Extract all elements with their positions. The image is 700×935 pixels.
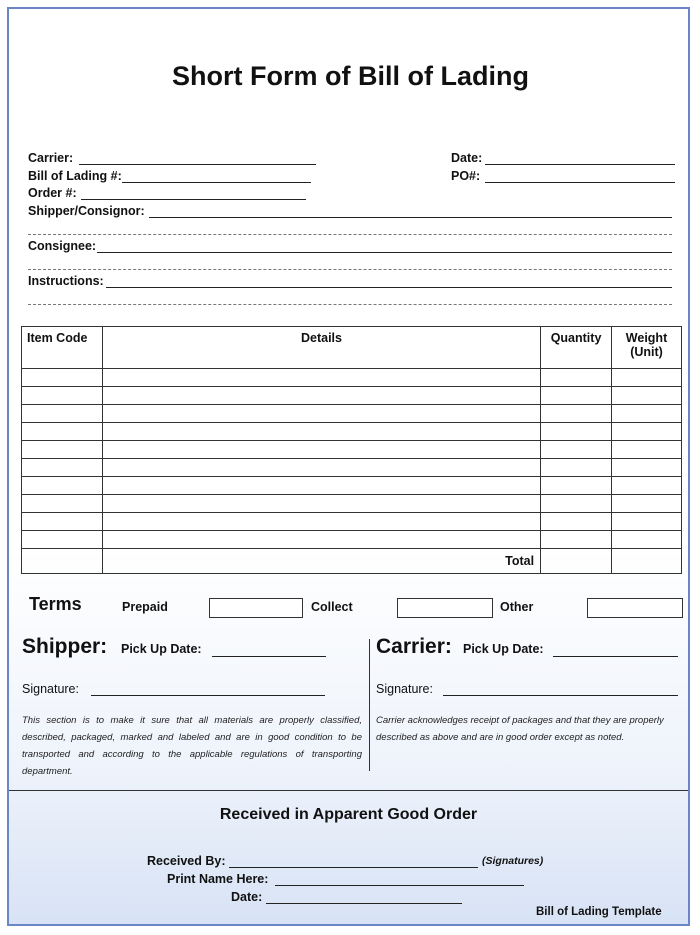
- carrier-signature-field[interactable]: [443, 695, 678, 696]
- shipper-note: This section is to make it sure that all materials are properly classified, described, packaged, marked and labeled and are in good condition to be transported and according to the applicable regulations of transporting department.: [22, 715, 362, 777]
- prepaid-label: Prepaid: [122, 600, 168, 614]
- carrier-heading: Carrier:: [376, 635, 452, 658]
- prepaid-box[interactable]: [209, 598, 303, 618]
- other-label: Other: [500, 600, 534, 614]
- table-header-row: [22, 327, 682, 369]
- po-field[interactable]: [485, 182, 675, 183]
- col-weight: [612, 327, 682, 369]
- table-row[interactable]: [22, 387, 682, 405]
- carrier-field[interactable]: [79, 164, 316, 165]
- signatures-note: (Signatures): [482, 855, 544, 867]
- received-heading: Received in Apparent Good Order: [219, 806, 478, 823]
- col-quantity: Quantity: [541, 327, 612, 369]
- received-divider: [9, 790, 688, 791]
- shipper-signature-label: Signature:: [22, 682, 79, 696]
- consignee-line-2[interactable]: [28, 269, 672, 270]
- col-weight-unit: (Unit): [630, 345, 663, 359]
- table-row[interactable]: [22, 459, 682, 477]
- received-date-field[interactable]: [266, 903, 462, 904]
- total-row[interactable]: [22, 549, 682, 574]
- shipper-consignor-label: Shipper/Consignor:: [28, 204, 145, 218]
- table-row[interactable]: [22, 369, 682, 387]
- received-by-field[interactable]: [229, 867, 478, 868]
- date-label: Date:: [451, 151, 483, 165]
- total-label: Total: [102, 549, 540, 574]
- table-row[interactable]: [22, 477, 682, 495]
- shipper-pickup-field[interactable]: [212, 656, 326, 657]
- carrier-pickup-field[interactable]: [553, 656, 678, 657]
- consignee-label: Consignee:: [28, 239, 97, 253]
- print-name-label: Print Name Here:: [167, 872, 269, 886]
- table-row[interactable]: [22, 495, 682, 513]
- carrier-pickup-label: Pick Up Date:: [463, 642, 544, 656]
- table-row[interactable]: [22, 513, 682, 531]
- shipper-signature-field[interactable]: [91, 695, 325, 696]
- shipper-heading: Shipper:: [22, 635, 108, 658]
- table-row[interactable]: [22, 405, 682, 423]
- table-row[interactable]: [22, 531, 682, 549]
- terms-label: Terms: [29, 594, 82, 614]
- col-weight-label: Weight: [625, 331, 668, 345]
- instructions-label: Instructions:: [28, 274, 104, 288]
- collect-box[interactable]: [397, 598, 493, 618]
- shipper-consignor-field[interactable]: [149, 217, 672, 218]
- instructions-field[interactable]: [106, 287, 672, 288]
- carrier-signature-label: Signature:: [376, 682, 433, 696]
- bill-of-lading-form: [7, 7, 690, 926]
- table-row[interactable]: [22, 441, 682, 459]
- items-table: [21, 326, 682, 574]
- col-item-code: Item Code: [22, 327, 103, 369]
- table-row[interactable]: [22, 423, 682, 441]
- carrier-note: Carrier acknowledges receipt of packages and that they are properly described as above and are in good order except as noted.: [376, 715, 664, 743]
- other-box[interactable]: [587, 598, 683, 618]
- shipper-pickup-label: Pick Up Date:: [121, 642, 202, 656]
- instructions-line-2[interactable]: [28, 304, 672, 305]
- received-by-label: Received By:: [147, 854, 226, 868]
- bill-of-lading-label: Bill of Lading #:: [28, 169, 122, 183]
- footer-label: Bill of Lading Template: [536, 906, 662, 918]
- bill-of-lading-field[interactable]: [122, 182, 311, 183]
- col-details: Details: [102, 327, 540, 369]
- section-divider: [369, 639, 370, 771]
- po-label: PO#:: [451, 169, 481, 183]
- received-date-label: Date:: [231, 890, 263, 904]
- print-name-field[interactable]: [275, 885, 524, 886]
- shipper-consignor-line-2[interactable]: [28, 234, 672, 235]
- carrier-label: Carrier:: [28, 151, 74, 165]
- order-label: Order #:: [28, 186, 77, 200]
- order-field[interactable]: [81, 199, 306, 200]
- consignee-field[interactable]: [97, 252, 672, 253]
- page-title: Short Form of Bill of Lading: [172, 61, 529, 91]
- collect-label: Collect: [311, 600, 353, 614]
- date-field[interactable]: [485, 164, 675, 165]
